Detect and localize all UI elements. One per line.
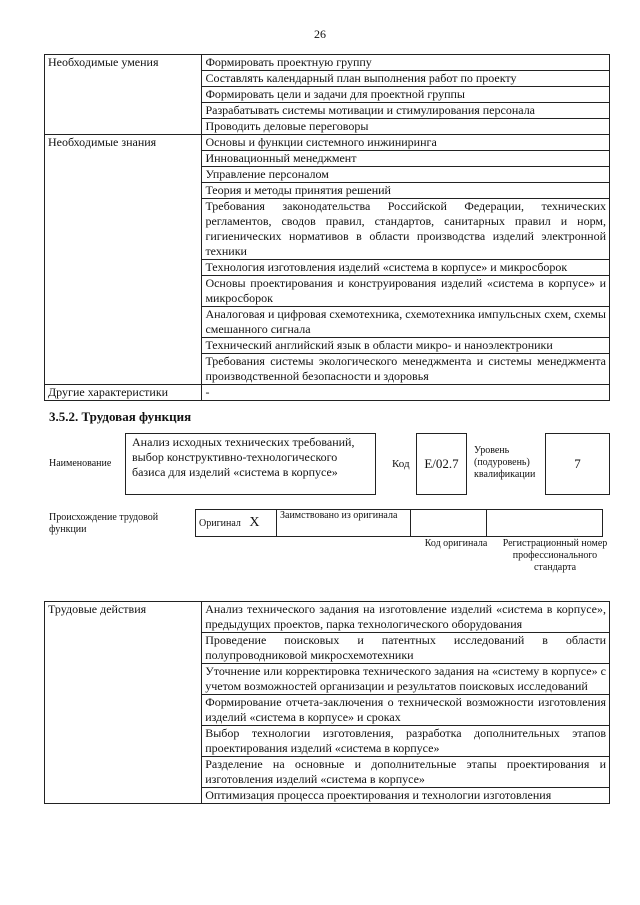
table-cell: Теория и методы принятия решений <box>202 183 610 199</box>
row-label-other: Другие характеристики <box>45 385 202 401</box>
qualification-level-box: 7 <box>545 433 610 495</box>
page-number: 26 <box>314 27 326 41</box>
skills-knowledge-table <box>44 54 610 401</box>
table-row <box>45 602 610 633</box>
table-row <box>45 135 610 151</box>
name-label: Наименование <box>49 458 112 469</box>
table-cell: Формирование отчета-заключения о технической возможности изготовления изделий «система в корпусе» и сроках <box>202 695 610 726</box>
table-cell: Основы проектирования и конструирования изделий «система в корпусе» и микросборок <box>202 276 610 307</box>
table-cell: Аналоговая и цифровая схемотехника, схемотехника импульсных схем, схемы смешанного сигнала <box>202 307 610 338</box>
table-row <box>45 385 610 401</box>
borrowed-label: Заимствовано из оригинала <box>277 510 411 537</box>
table-cell: Технология изготовления изделий «система в корпусе» и микросборок <box>202 260 610 276</box>
labor-actions-table <box>44 601 610 804</box>
code-label: Код <box>392 458 410 470</box>
table-cell: Требования законодательства Российской Федерации, технических регламентов, сводов правил, стандартов, санитарных правил и норм, гигиенических нормативов в области производства изделий электронной техники <box>202 199 610 260</box>
row-label-skills: Необходимые умения <box>45 55 202 135</box>
table-cell: - <box>202 385 610 401</box>
level-label: Уровень (подуровень) квалификации <box>474 445 536 480</box>
table-cell: Составлять календарный план выполнения работ по проекту <box>202 71 610 87</box>
row-label-actions: Трудовые действия <box>45 602 202 804</box>
row-label-knowledge: Необходимые знания <box>45 135 202 385</box>
table-cell: Управление персоналом <box>202 167 610 183</box>
table-cell: Формировать проектную группу <box>202 55 610 71</box>
table-cell: Технический английский язык в области микро- и наноэлектроники <box>202 338 610 354</box>
table-cell: Основы и функции системного инжиниринга <box>202 135 610 151</box>
table-cell: Выбор технологии изготовления, разработка дополнительных этапов проектирования изделий «система в корпусе» <box>202 726 610 757</box>
table-cell: Проводить деловые переговоры <box>202 119 610 135</box>
table-cell: Формировать цели и задачи для проектной группы <box>202 87 610 103</box>
table-cell: Разделение на основные и дополнительные этапы проектирования и изготовления изделий «система в корпусе» <box>202 757 610 788</box>
original-label: Оригинал <box>199 517 241 529</box>
table-cell: Анализ технического задания на изготовление изделий «система в корпусе», предыдущих проектов, парка технологического оборудования <box>202 602 610 633</box>
table-cell: Уточнение или корректировка технического задания на «систему в корпусе» с учетом возможностей организации и результатов поисковых исследований <box>202 664 610 695</box>
reg-number-cell <box>487 510 603 537</box>
table-cell: Оптимизация процесса проектирования и технологии изготовления <box>202 788 610 804</box>
function-code-box: E/02.7 <box>416 433 467 495</box>
function-name-box: Анализ исходных технических требований, выбор конструктивно-технологического базиса для изделий «система в корпусе» <box>125 433 376 495</box>
original-mark: X <box>249 514 260 530</box>
table-cell: Разрабатывать системы мотивации и стимулирования персонала <box>202 103 610 119</box>
original-cell <box>196 510 277 537</box>
section-title: 3.5.2. Трудовая функция <box>49 409 192 424</box>
origin-label: Происхождение трудовой функции <box>49 512 159 535</box>
table-cell: Требования системы экологического менеджмента и системы менеджмента производственной безопасности и здоровья <box>202 354 610 385</box>
table-cell: Проведение поисковых и патентных исследований в области полупроводниковой микросхемотехники <box>202 633 610 664</box>
reg-number-label: Регистрационный номер профессионального стандарта <box>502 538 608 573</box>
code-original-label: Код оригинала <box>424 538 488 549</box>
code-original-cell <box>411 510 487 537</box>
table-cell: Инновационный менеджмент <box>202 151 610 167</box>
table-row <box>45 55 610 71</box>
origin-table <box>195 509 603 537</box>
